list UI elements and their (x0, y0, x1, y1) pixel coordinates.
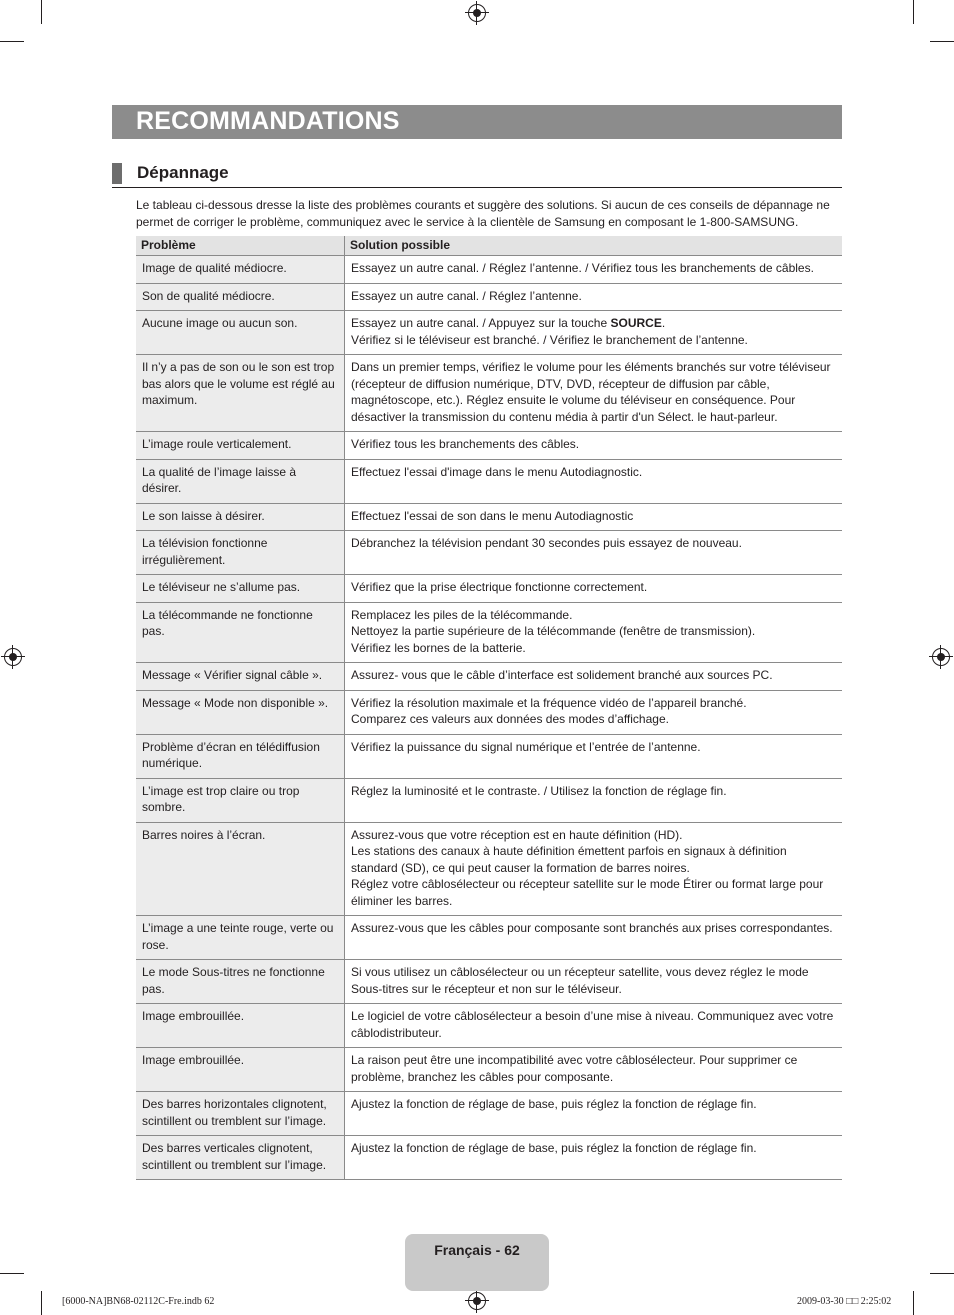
crop-mark (41, 0, 42, 24)
solution-line: Assurez-vous que les câbles pour composante sont branchés aux prises correspondantes. (351, 921, 833, 935)
solution-line: Les stations des canaux à haute définition émettent parfois en signaux à définition standard (SD), ce qui peut causer la formation de barres noires. (351, 844, 787, 875)
solution-cell (345, 283, 843, 311)
table-row (136, 503, 842, 531)
section-title: Dépannage (137, 163, 229, 182)
registration-mark-icon (4, 648, 22, 666)
solution-cell (345, 778, 843, 822)
solution-text: . (661, 316, 666, 330)
intro-paragraph: Le tableau ci-dessous dresse la liste des problèmes courants et suggère des solutions. Si aucun de ces conseils de dépannage ne permet de corriger le problème, communiquez avec le service à la clientèle de Samsung en composant le 1-800-SAMSUNG. (136, 198, 830, 229)
crop-mark (930, 1273, 954, 1274)
page-number-tab (405, 1234, 549, 1291)
table-row (136, 1004, 842, 1048)
problem-cell: Son de qualité médiocre. (136, 283, 345, 311)
problem-cell: Il n’y a pas de son ou le son est trop bas alors que le volume est réglé au maximum. (136, 355, 345, 432)
table-row (136, 283, 842, 311)
print-slug-right: 2009-03-30 □□ 2:25:02 (797, 1296, 892, 1307)
solution-line: Effectuez l'essai de son dans le menu Autodiagnostic (351, 508, 634, 523)
solution-line: Vérifiez la résolution maximale et la fréquence vidéo de l’appareil branché. (351, 695, 747, 710)
solution-cell (345, 602, 843, 663)
table-row (136, 459, 842, 503)
problem-cell: Le son laisse à désirer. (136, 503, 345, 531)
problem-cell: Barres noires à l’écran. (136, 822, 345, 916)
solution-line (351, 315, 836, 332)
solution-cell (345, 432, 843, 460)
crop-mark (41, 1291, 42, 1315)
solution-cell (345, 575, 843, 603)
solution-cell (345, 531, 843, 575)
table-row (136, 531, 842, 575)
solution-cell (345, 503, 843, 531)
table-row (136, 778, 842, 822)
column-header-problem: Problème (136, 236, 345, 256)
section-header (112, 162, 842, 188)
solution-line: Remplacez les piles de la télécommande. (351, 607, 573, 622)
crop-mark (0, 1273, 24, 1274)
problem-cell: Des barres verticales clignotent, scintillent ou tremblent sur l’image. (136, 1136, 345, 1180)
solution-line: Nettoyez la partie supérieure de la télécommande (fenêtre de transmission). (351, 624, 756, 638)
solution-line: Vérifiez les bornes de la batterie. (351, 640, 526, 655)
table-row (136, 575, 842, 603)
solution-line: Assurez-vous que votre réception est en haute définition (HD). (351, 827, 683, 842)
page-number: Français - 62 (434, 1242, 520, 1258)
solution-line: Vérifiez si le téléviseur est branché. / Vérifiez le branchement de l’antenne. (351, 332, 748, 347)
solution-cell (345, 916, 843, 960)
troubleshooting-table (136, 236, 842, 1180)
table-header-row (136, 236, 842, 256)
registration-mark-icon (932, 648, 950, 666)
source-key-label: SOURCE (610, 316, 662, 330)
solution-line: Le logiciel de votre câblosélecteur a besoin d’une mise à niveau. Communiquez avec votre câblodistributeur. (351, 1009, 834, 1040)
table-row (136, 602, 842, 663)
table-row (136, 256, 842, 284)
solution-cell (345, 822, 843, 916)
table-row (136, 432, 842, 460)
problem-cell: L’image a une teinte rouge, verte ou rose. (136, 916, 345, 960)
crop-mark (913, 0, 914, 24)
solution-cell (345, 355, 843, 432)
problem-cell: Problème d’écran en télédiffusion numérique. (136, 734, 345, 778)
title-bar (112, 105, 842, 139)
solution-text: Essayez un autre canal. / Appuyez sur la touche (351, 316, 611, 330)
table-row (136, 960, 842, 1004)
solution-cell (345, 663, 843, 691)
solution-line: Réglez votre câblosélecteur ou récepteur satellite sur le mode Étirer ou format large pour éliminer les barres. (351, 877, 824, 908)
solution-cell (345, 459, 843, 503)
problem-cell: La télévision fonctionne irrégulièrement. (136, 531, 345, 575)
solution-line: Vérifiez tous les branchements des câbles. (351, 437, 580, 451)
problem-cell: Image de qualité médiocre. (136, 256, 345, 284)
crop-mark (930, 41, 954, 42)
problem-cell: Le mode Sous-titres ne fonctionne pas. (136, 960, 345, 1004)
solution-cell (345, 1136, 843, 1180)
problem-cell: La télécommande ne fonctionne pas. (136, 602, 345, 663)
solution-line: Comparez ces valeurs aux données des modes d’affichage. (351, 712, 669, 726)
solution-line: Si vous utilisez un câblosélecteur ou un récepteur satellite, vous devez réglez le mode Sous-titres sur le récepteur et non sur le téléviseur. (351, 965, 809, 996)
solution-line: Vérifiez que la prise électrique fonctionne correctement. (351, 580, 648, 594)
solution-cell (345, 1004, 843, 1048)
table-row (136, 355, 842, 432)
table-row (136, 311, 842, 355)
solution-line: Ajustez la fonction de réglage de base, puis réglez la fonction de réglage fin. (351, 1141, 757, 1155)
problem-cell: Image embrouillée. (136, 1004, 345, 1048)
solution-line: Réglez la luminosité et le contraste. / Utilisez la fonction de réglage fin. (351, 783, 727, 798)
solution-cell (345, 311, 843, 355)
solution-line: Assurez- vous que le câble d’interface est solidement branché aux sources PC. (351, 668, 773, 682)
table-row (136, 690, 842, 734)
table-row (136, 1136, 842, 1180)
problem-cell: Image embrouillée. (136, 1048, 345, 1092)
solution-line: Débranchez la télévision pendant 30 secondes puis essayez de nouveau. (351, 536, 742, 550)
print-slug-left: [6000-NA]BN68-02112C-Fre.indb 62 (62, 1296, 215, 1307)
solution-cell (345, 1048, 843, 1092)
problem-cell: Des barres horizontales clignotent, scintillent ou tremblent sur l’image. (136, 1092, 345, 1136)
page-title: RECOMMANDATIONS (136, 107, 400, 135)
table-row (136, 916, 842, 960)
crop-mark (913, 1291, 914, 1315)
solution-line: Dans un premier temps, vérifiez le volume pour les éléments branchés sur votre téléviseur (récepteur de diffusion numérique, DTV, DVD, récepteur de diffusion par câble, magnétoscope, etc.). Réglez ensuite le volume du téléviseur en conséquence. Pour désactiver la transmission du contenu média à partir d'un Sélect. le haut-parleur. (351, 360, 831, 424)
solution-line: Ajustez la fonction de réglage de base, puis réglez la fonction de réglage fin. (351, 1097, 757, 1111)
problem-cell: Message « Vérifier signal câble ». (136, 663, 345, 691)
solution-cell (345, 690, 843, 734)
registration-mark-icon (468, 4, 486, 22)
problem-cell: L’image est trop claire ou trop sombre. (136, 778, 345, 822)
table-row (136, 1048, 842, 1092)
solution-line: Essayez un autre canal. / Réglez l’antenne. (351, 288, 582, 303)
problem-cell: Le téléviseur ne s’allume pas. (136, 575, 345, 603)
column-header-solution: Solution possible (345, 236, 843, 256)
problem-cell: Aucune image ou aucun son. (136, 311, 345, 355)
registration-mark-icon (468, 1292, 486, 1310)
table-row (136, 734, 842, 778)
crop-mark (0, 41, 24, 42)
solution-line: Essayez un autre canal. / Réglez l’antenne. / Vérifiez tous les branchements de câbles. (351, 261, 814, 275)
problem-cell: Message « Mode non disponible ». (136, 690, 345, 734)
solution-cell (345, 1092, 843, 1136)
table-row (136, 822, 842, 916)
solution-line: Effectuez l'essai d'image dans le menu Autodiagnostic. (351, 464, 643, 479)
solution-cell (345, 734, 843, 778)
table-row (136, 1092, 842, 1136)
solution-line: Vérifiez la puissance du signal numérique et l’entrée de l’antenne. (351, 739, 701, 754)
section-marker (112, 163, 122, 184)
solution-cell (345, 960, 843, 1004)
solution-line: La raison peut être une incompatibilité avec votre câblosélecteur. Pour supprimer ce problème, branchez les câbles pour composante. (351, 1053, 798, 1084)
solution-cell (345, 256, 843, 284)
problem-cell: La qualité de l’image laisse à désirer. (136, 459, 345, 503)
problem-cell: L’image roule verticalement. (136, 432, 345, 460)
table-row (136, 663, 842, 691)
